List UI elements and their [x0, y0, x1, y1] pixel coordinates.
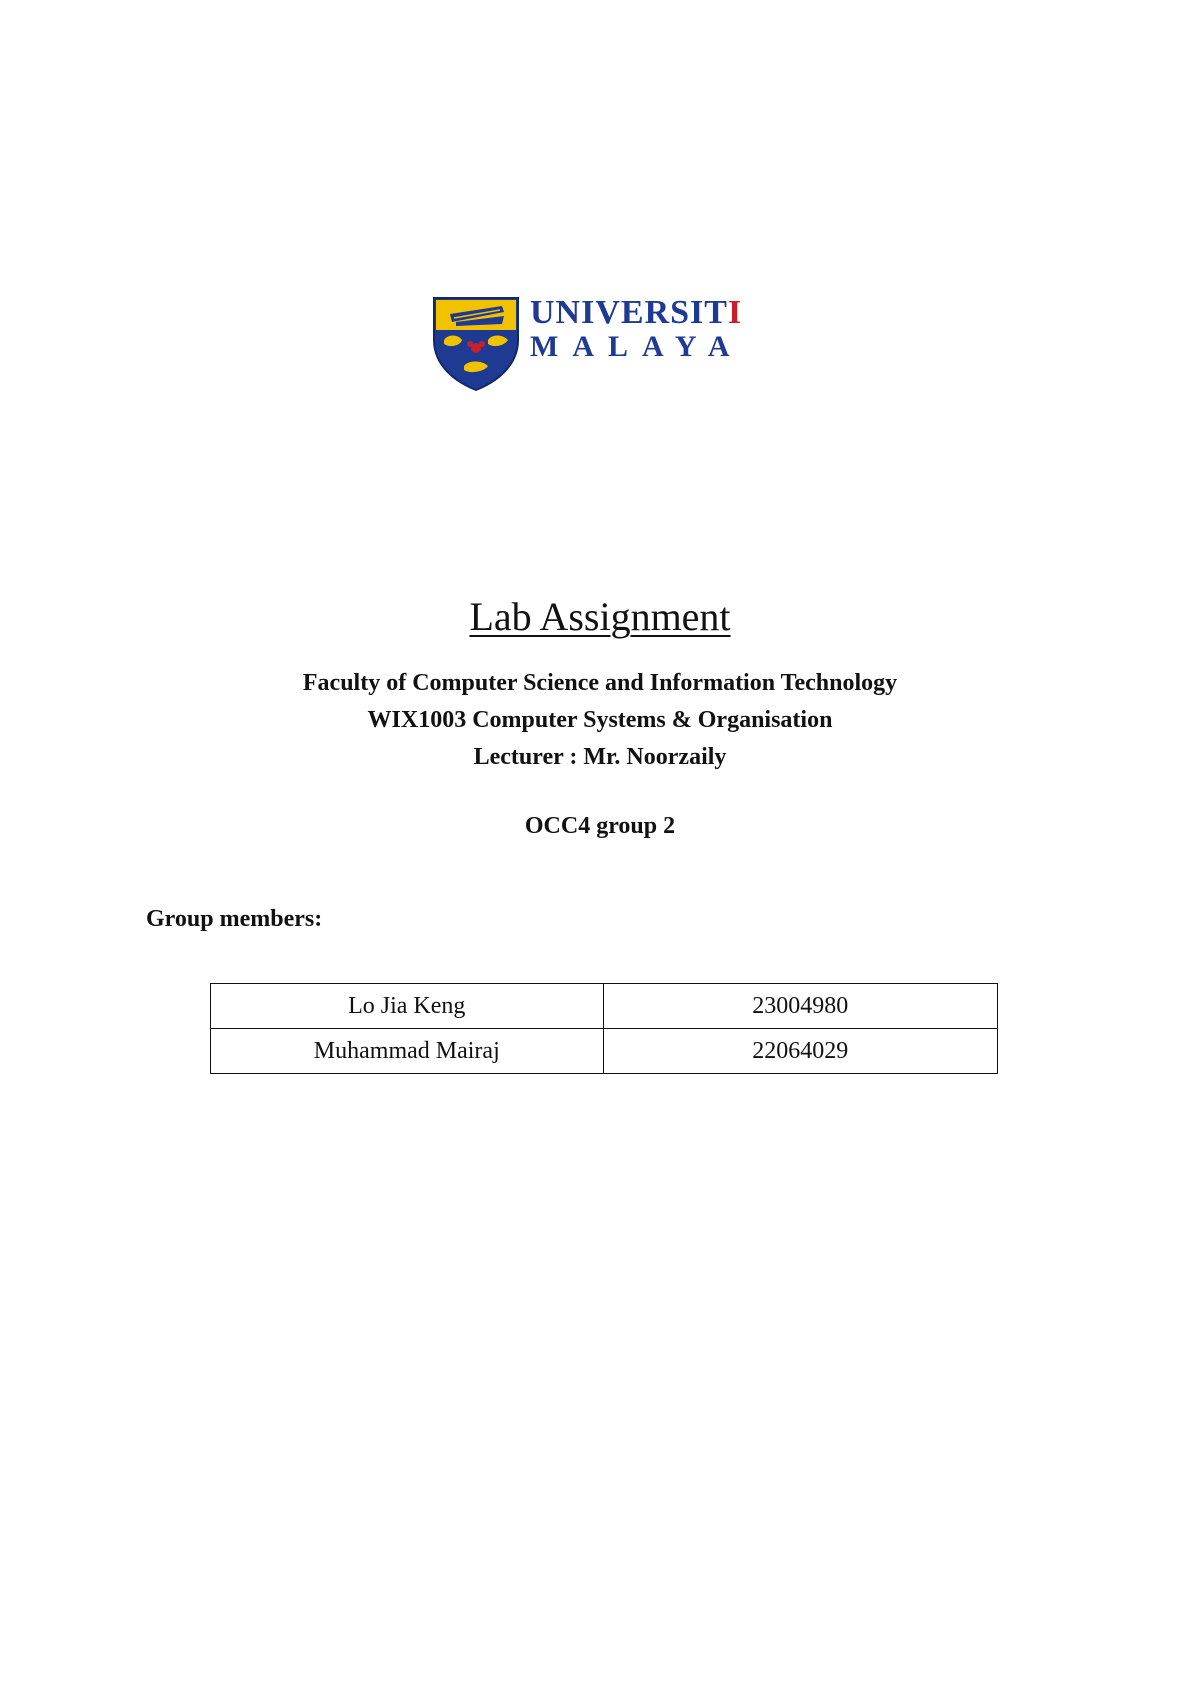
lecturer-line: Lecturer : Mr. Noorzaily [473, 744, 727, 770]
members-label: Group members: [146, 906, 323, 932]
course-line: WIX1003 Computer Systems & Organisation [367, 707, 833, 733]
logo-wordmark-bottom: MALAYA [530, 330, 744, 363]
member-id-cell: 22064029 [603, 1029, 997, 1074]
member-id-cell: 23004980 [603, 984, 997, 1029]
table-row [211, 984, 998, 1029]
group-line: OCC4 group 2 [524, 813, 676, 839]
faculty-line: Faculty of Computer Science and Information Technology [302, 670, 898, 696]
member-name-cell: Muhammad Mairaj [211, 1029, 604, 1074]
member-name-cell: Lo Jia Keng [211, 984, 604, 1029]
document-title: Lab Assignment [469, 594, 731, 639]
logo-wordmark-top: UNIVERSITI [530, 294, 743, 331]
members-table [210, 983, 998, 1074]
table-row [211, 1029, 998, 1074]
university-logo [432, 296, 772, 392]
university-crest-icon [432, 296, 520, 392]
